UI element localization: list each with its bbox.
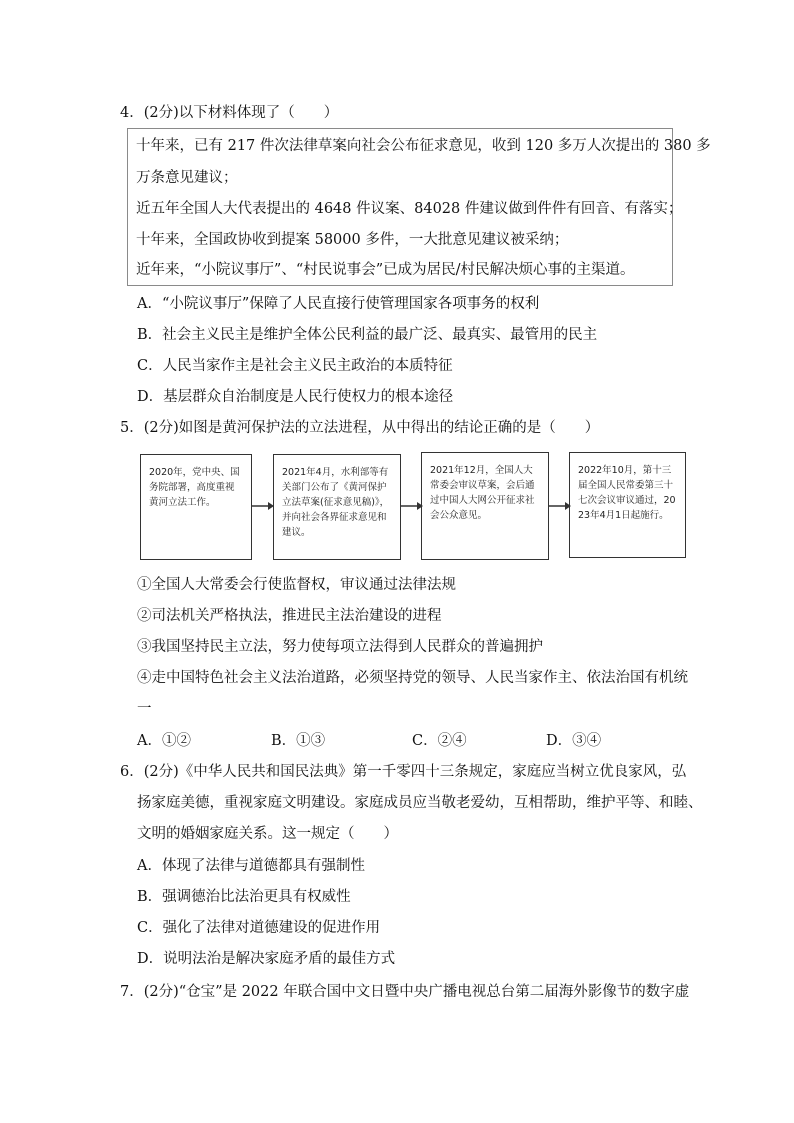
q4-material-line: 十年来，已有 217 件次法律草案向社会公布征求意见，收到 120 多万人次提出的 380 多 [136, 138, 711, 154]
q4-option-a: A．“小院议事厅”保障了人民直接行使管理国家各项事务的权利 [137, 296, 540, 312]
q5-statement-1: ①全国人大常委会行使监督权，审议通过法律法规 [137, 577, 456, 593]
q7-stem: 7．(2分)“仓宝”是 2022 年联合国中文日暨中央广播电视总台第二届海外影像节的数字虚 [120, 984, 690, 1000]
q5-choice-d: D．③④ [546, 733, 602, 749]
q4-stem: 4．(2分)以下材料体现了（ ） [120, 105, 339, 121]
q6-stem-line-2: 扬家庭美德，重视家庭文明建设。家庭成员应当敬老爱幼，互相帮助，维护平等、和睦、 [137, 795, 703, 811]
q4-material-line: 十年来，全国政协收到提案 58000 多件，一大批意见建议被采纳； [136, 232, 569, 248]
q5-choice-b: B．①③ [271, 733, 326, 749]
q5-statement-4-cont: 一 [137, 701, 152, 717]
q6-option-c: C．强化了法律对道德建设的促进作用 [137, 920, 381, 936]
q4-option-c: C．人民当家作主是社会主义民主政治的本质特征 [137, 358, 453, 374]
q4-option-d: D．基层群众自治制度是人民行使权力的根本途径 [137, 389, 454, 405]
flow-arrow-icon [252, 500, 274, 512]
q5-flow-step-4-text: 2022年10月，第十三届全国人民常委第三十七次会议审议通过，2023年4月1日起施行。 [578, 465, 676, 521]
q5-flow-step-1 [140, 454, 252, 560]
q6-option-d: D．说明法治是解决家庭矛盾的最佳方式 [137, 951, 396, 967]
q4-material-line: 近年来，“小院议事厅”、“村民说事会”已成为居民/村民解决烦心事的主渠道。 [136, 262, 635, 278]
q5-statement-4: ④走中国特色社会主义法治道路，必须坚持党的领导、人民当家作主、依法治国有机统 [137, 670, 688, 686]
q5-flow-step-2-text: 2021年4月，水利部等有关部门公布了《黄河保护立法草案(征求意见稿)》，并向社会各界征求意见和建议。 [282, 467, 390, 538]
flow-arrow-icon [549, 500, 571, 512]
q4-material-line: 万条意见建议； [136, 170, 238, 186]
q6-stem-line-1: 6．(2分)《中华人民共和国民法典》第一千零四十三条规定，家庭应当树立优良家风，弘 [120, 764, 687, 780]
q5-flow-step-1-text: 2020年，党中央、国务院部署，高度重视黄河立法工作。 [149, 467, 240, 508]
q5-flow-step-3 [421, 452, 549, 560]
q4-material-line: 近五年全国人大代表提出的 4648 件议案、84028 件建议做到件件有回音、有落实； [136, 201, 683, 217]
q5-flow-step-4 [569, 452, 686, 558]
q6-stem-line-3: 文明的婚姻家庭关系。这一规定（ ） [137, 826, 398, 842]
q5-statement-2: ②司法机关严格执法，推进民主法治建设的进程 [137, 608, 442, 624]
flow-arrow-icon [401, 500, 423, 512]
q5-flow-step-2 [273, 454, 401, 560]
q5-statement-3: ③我国坚持民主立法，努力使每项立法得到人民群众的普遍拥护 [137, 639, 543, 655]
q5-flow-step-3-text: 2021年12月，全国人大常委会审议草案，会后通过中国人大网公开征求社会公众意见。 [430, 465, 535, 521]
q6-option-b: B．强调德治比法治更具有权威性 [137, 889, 351, 905]
q5-stem: 5．(2分)如图是黄河保护法的立法进程，从中得出的结论正确的是（ ） [120, 420, 600, 436]
q5-choice-a: A．①② [137, 733, 191, 749]
q6-option-a: A．体现了法律与道德都具有强制性 [137, 858, 365, 874]
q4-option-b: B．社会主义民主是维护全体公民利益的最广泛、最真实、最管用的民主 [137, 327, 598, 343]
q5-choice-c: C．②④ [412, 733, 467, 749]
